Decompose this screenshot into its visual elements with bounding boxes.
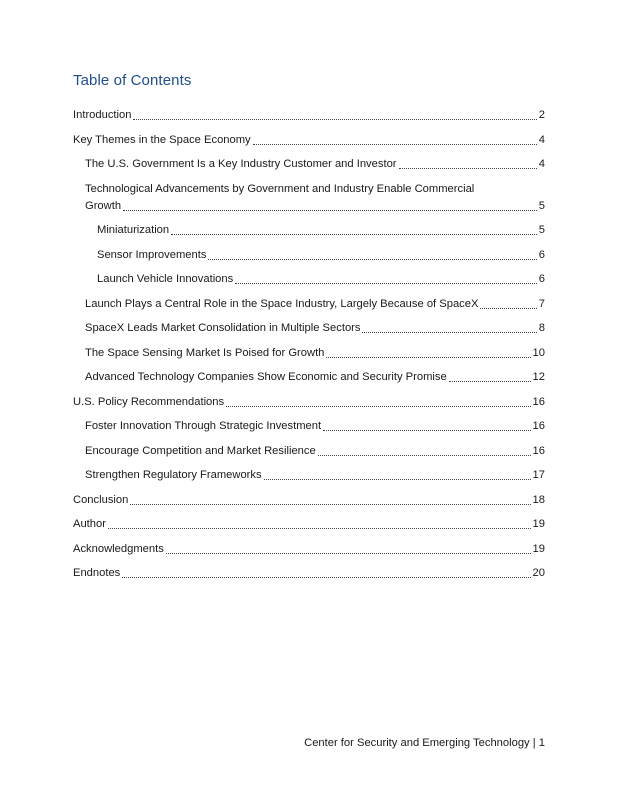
toc-entry-label: Key Themes in the Space Economy	[73, 133, 251, 146]
toc-entry-strengthen-regulatory[interactable]	[73, 467, 545, 484]
toc-entry-encourage-competition[interactable]	[73, 443, 545, 460]
toc-entry-label: Miniaturization	[97, 224, 170, 236]
toc-entry-label: Advanced Technology Companies Show Economic and Security Promise	[85, 371, 447, 383]
toc-entry-key-themes[interactable]	[73, 132, 545, 149]
dot-leader	[122, 577, 530, 578]
toc-entry-page: 2	[538, 109, 545, 121]
dot-leader	[318, 455, 531, 456]
toc-entry-technological-advancements[interactable]	[73, 181, 545, 215]
toc-entry-conclusion[interactable]	[73, 492, 545, 509]
toc-entry-label: The U.S. Government Is a Key Industry Customer and Investor	[85, 158, 397, 170]
toc-entry-label: Foster Innovation Through Strategic Investment	[85, 420, 322, 432]
toc-entry-page: 12	[532, 371, 545, 383]
toc-entry-label: Endnotes	[73, 567, 121, 579]
toc-entry-page: 4	[538, 158, 545, 170]
toc-entry-launch-vehicle-innovations[interactable]	[73, 271, 545, 288]
toc-entry-page: 17	[532, 469, 545, 481]
toc-entry-label: SpaceX Leads Market Consolidation in Multiple Sectors	[85, 322, 361, 334]
toc-entry-page: 16	[532, 420, 545, 432]
toc-entry-page: 19	[532, 542, 545, 555]
toc-entry-page: 19	[532, 518, 545, 530]
dot-leader	[130, 504, 530, 505]
dot-leader	[235, 283, 537, 284]
toc-entry-page: 18	[532, 493, 545, 506]
toc-entry-author[interactable]	[73, 516, 545, 533]
toc-entry-label: Sensor Improvements	[97, 248, 207, 261]
dot-leader	[108, 528, 531, 529]
toc-entry-page: 6	[538, 248, 545, 261]
dot-leader	[264, 479, 531, 480]
dot-leader	[362, 332, 536, 333]
toc-entry-miniaturization[interactable]	[73, 222, 545, 239]
toc-entry-advanced-technology[interactable]	[73, 369, 545, 386]
dot-leader	[480, 308, 536, 309]
toc-entry-label: Launch Vehicle Innovations	[97, 273, 234, 285]
toc-entry-launch-central-role[interactable]	[73, 296, 545, 313]
dot-leader	[166, 553, 531, 554]
toc-entry-page: 10	[532, 346, 545, 359]
dot-leader	[323, 430, 530, 431]
dot-leader	[449, 381, 531, 382]
toc-entry-page: 4	[538, 133, 545, 146]
toc-entry-page: 8	[538, 322, 545, 334]
toc-entry-page: 5	[538, 224, 545, 236]
toc-entry-label-line2: Growth	[85, 199, 122, 212]
toc-entry-label-line1: Technological Advancements by Government and Industry Enable Commercial	[85, 182, 475, 195]
dot-leader	[171, 234, 537, 235]
toc-entry-label: Launch Plays a Central Role in the Space Industry, Largely Because of SpaceX	[85, 297, 479, 310]
toc-entry-label: Author	[73, 518, 106, 530]
page-footer: Center for Security and Emerging Technology | 1	[304, 737, 545, 749]
dot-leader	[399, 168, 537, 169]
toc-entry-policy-recommendations[interactable]	[73, 394, 545, 411]
toc-entry-introduction[interactable]	[73, 107, 545, 124]
toc-entry-label: U.S. Policy Recommendations	[73, 395, 225, 408]
toc-entry-label: Strengthen Regulatory Frameworks	[85, 469, 262, 481]
dot-leader	[123, 210, 537, 211]
dot-leader	[133, 119, 536, 120]
toc-entry-page: 16	[532, 395, 545, 408]
toc-entry-page: 5	[538, 199, 545, 212]
toc-entry-page: 7	[538, 297, 545, 310]
toc-entry-government-customer[interactable]	[73, 156, 545, 173]
toc-entry-page: 6	[538, 273, 545, 285]
toc-entry-endnotes[interactable]	[73, 565, 545, 582]
toc-entry-page: 20	[532, 567, 545, 579]
toc-entry-label: Conclusion	[73, 493, 129, 506]
toc-entry-label: Acknowledgments	[73, 542, 164, 555]
toc-entry-sensor-improvements[interactable]	[73, 247, 545, 264]
dot-leader	[226, 406, 530, 407]
toc-entry-acknowledgments[interactable]	[73, 541, 545, 558]
toc-entry-label: Introduction	[73, 109, 132, 121]
dot-leader	[208, 259, 536, 260]
toc-entry-line2	[85, 198, 545, 215]
toc-entry-space-sensing[interactable]	[73, 345, 545, 362]
toc-entry-page: 16	[532, 444, 545, 457]
dot-leader	[253, 144, 537, 145]
toc-entry-spacex-consolidation[interactable]	[73, 320, 545, 337]
toc-entry-label: Encourage Competition and Market Resilience	[85, 444, 316, 457]
toc-list	[73, 107, 545, 590]
toc-entry-foster-innovation[interactable]	[73, 418, 545, 435]
toc-entry-label: The Space Sensing Market Is Poised for Growth	[85, 346, 325, 359]
dot-leader	[326, 357, 530, 358]
toc-heading: Table of Contents	[73, 72, 192, 89]
